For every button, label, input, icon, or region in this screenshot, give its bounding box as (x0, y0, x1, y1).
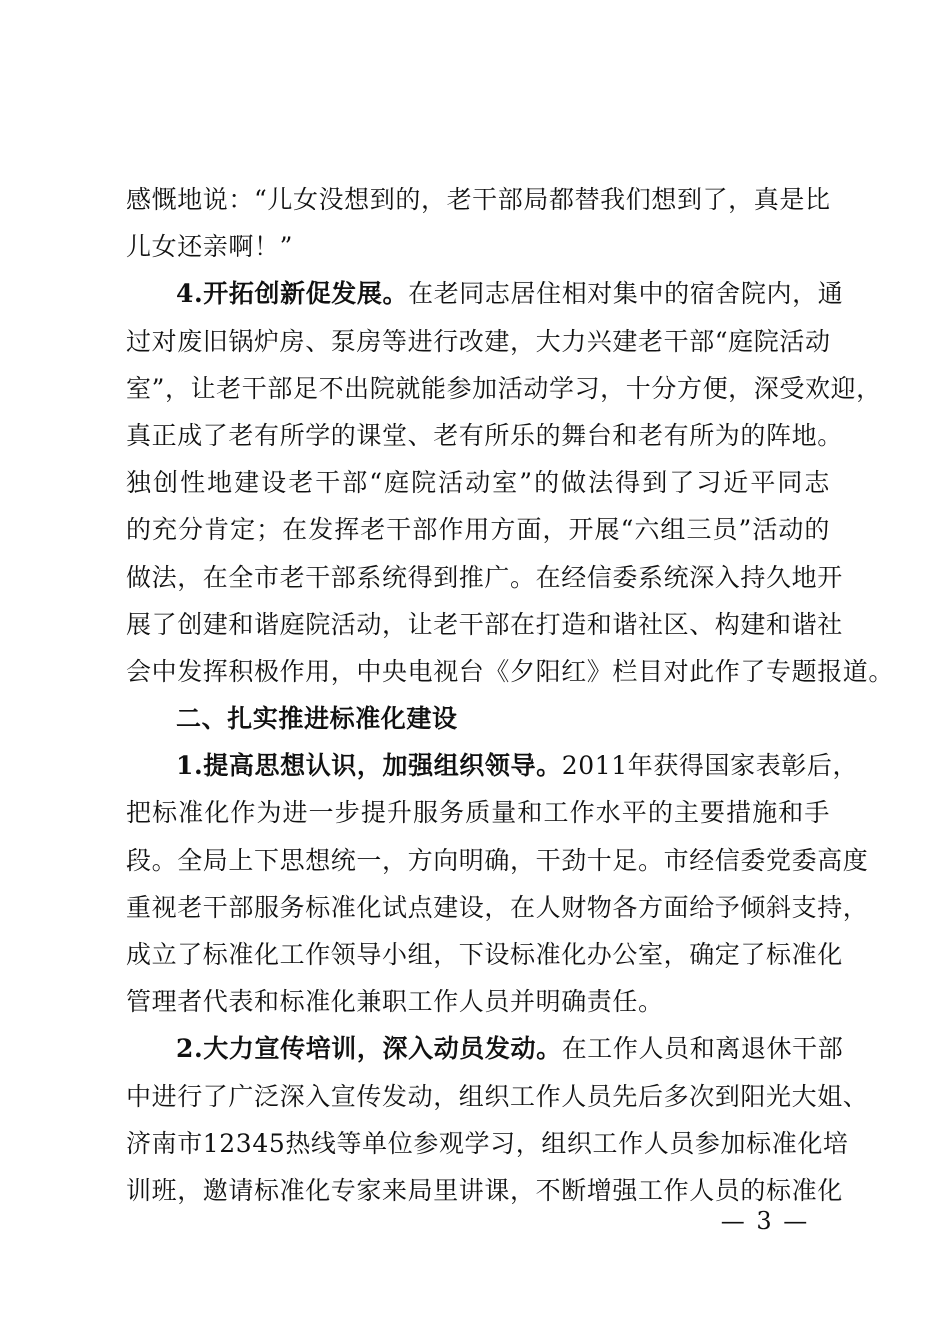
text-line: 重视老干部服务标准化试点建设，在人财物各方面给予倾斜支持， (126, 892, 869, 922)
text-line: 会中发挥积极作用，中央电视台《夕阳红》栏目对此作了专题报道。 (126, 656, 895, 686)
text-line: 济南市12345热线等单位参观学习，组织工作人员参加标准化培 (126, 1128, 849, 1158)
text-line: 独创性地建设老干部“庭院活动室”的做法得到了习近平同志 (126, 468, 830, 498)
text-line: 儿女还亲啊！” (126, 232, 293, 262)
text-line: 成立了标准化工作领导小组，下设标准化办公室，确定了标准化 (126, 940, 843, 969)
text-line: 管理者代表和标准化兼职工作人员并明确责任。 (126, 987, 664, 1017)
paragraph-2-first-line (126, 1025, 844, 1072)
paragraph-lead: 4.开拓创新促发展。 (176, 279, 409, 309)
text-line: 展了创建和谐庭院活动，让老干部在打造和谐社区、构建和谐社 (126, 609, 843, 639)
text-line: 室”，让老干部足不出院就能参加活动学习，十分方便，深受欢迎， (126, 373, 882, 403)
paragraph-text: 在工作人员和离退休干部 (561, 1034, 844, 1064)
paragraph-4-first-line (126, 270, 844, 317)
text-line: 段。全局上下思想统一，方向明确，干劲十足。市经信委党委高度 (126, 845, 869, 875)
text-line: 感慨地说：“儿女没想到的，老干部局都替我们想到了，真是比 (126, 185, 831, 214)
text-line: 过对废旧锅炉房、泵房等进行改建，大力兴建老干部“庭院活动 (126, 326, 831, 356)
page-number: — 3 — (720, 1207, 810, 1235)
paragraph-1-first-line (126, 742, 859, 789)
document-body (126, 176, 895, 1214)
paragraph-text: 2011年获得国家表彰后， (561, 751, 859, 781)
text-line: 训班，邀请标准化专家来局里讲课，不断增强工作人员的标准化 (126, 1175, 843, 1205)
paragraph-lead: 1.提高思想认识，加强组织领导。 (176, 751, 562, 781)
paragraph-text: 在老同志居住相对集中的宿舍院内，通 (408, 279, 844, 309)
text-line: 中进行了广泛深入宣传发动，组织工作人员先后多次到阳光大姐、 (126, 1081, 869, 1111)
text-line: 的充分肯定；在发挥老干部作用方面，开展“六组三员”活动的 (126, 515, 830, 545)
paragraph-lead: 2.大力宣传培训，深入动员发动。 (176, 1034, 562, 1064)
text-line: 把标准化作为进一步提升服务质量和工作水平的主要措施和手 (126, 798, 830, 828)
text-line: 真正成了老有所学的课堂、老有所乐的舞台和老有所为的阵地。 (126, 420, 843, 450)
section-heading: 二、扎实推进标准化建设 (176, 704, 458, 734)
text-line: 做法，在全市老干部系统得到推广。在经信委系统深入持久地开 (126, 562, 843, 592)
